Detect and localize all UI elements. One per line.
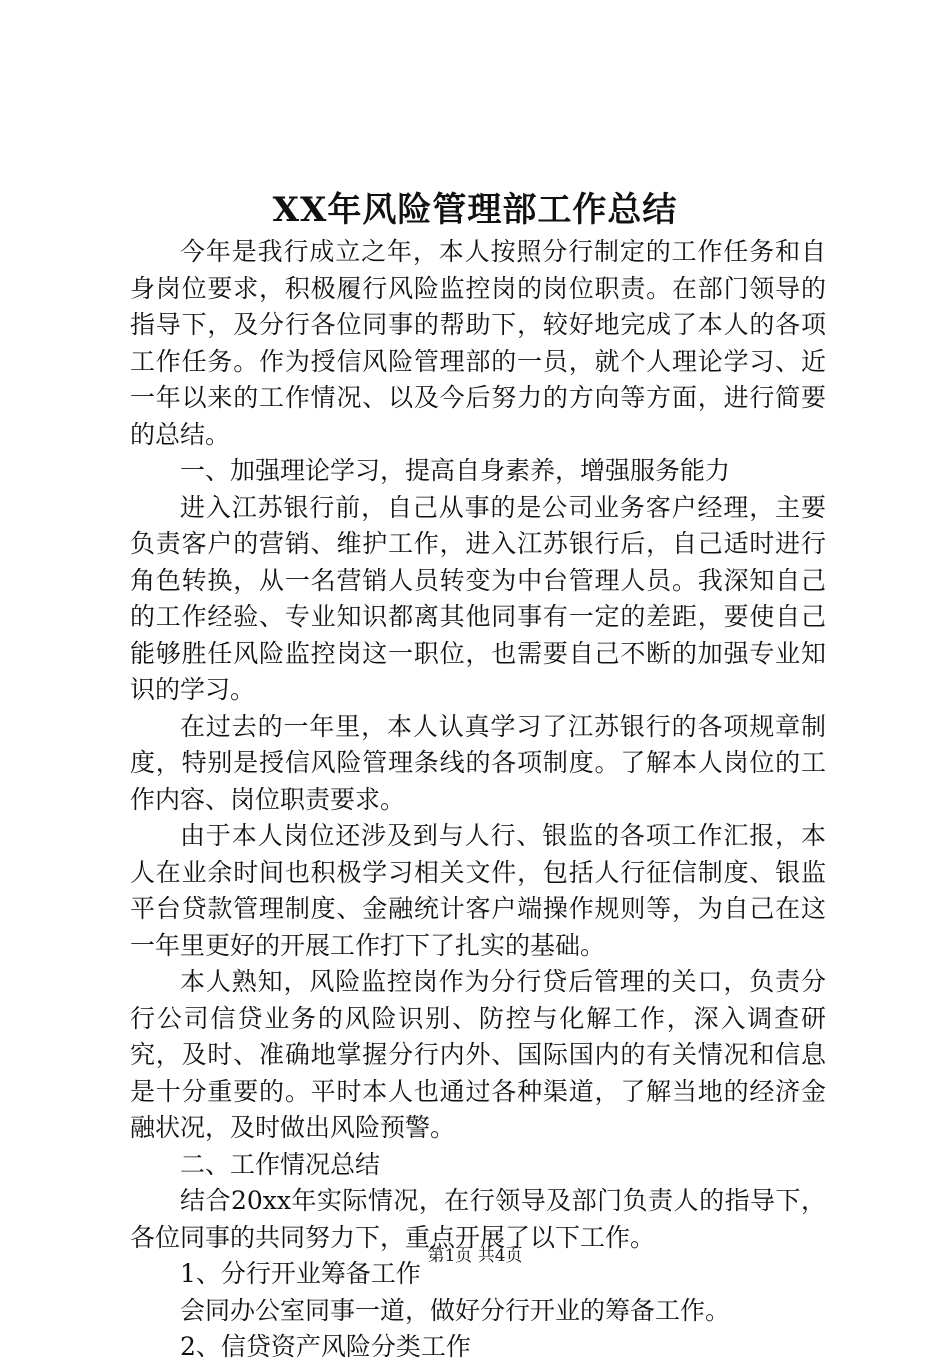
paragraph-intro: 今年是我行成立之年，本人按照分行制定的工作任务和自身岗位要求，积极履行风险监控岗的岗位职责。在部门领导的指导下，及分行各位同事的帮助下，较好地完成了本人的各项工作任务。作为授信风险管理部的一员，就个人理论学习、近一年以来的工作情况、以及今后努力的方向等方面，进行简要的总结。 xyxy=(130,237,826,449)
page-title: XX年风险管理部工作总结 xyxy=(272,190,678,230)
section-heading-1: 一、加强理论学习，提高自身素养，增强服务能力 xyxy=(180,456,731,485)
section-heading-2: 二、工作情况总结 xyxy=(180,1149,381,1179)
page-number: 第1页 xyxy=(427,1246,473,1266)
document-body xyxy=(130,234,826,1366)
page-footer xyxy=(0,1244,950,1268)
paragraph: 进入江苏银行前，自己从事的是公司业务客户经理，主要负责客户的营销、维护工作，进入江苏银行后，自己适时进行角色转换，从一名营销人员转变为中台管理人员。我深知自己的工作经验、专业知识都离其他同事有一定的差距，要使自己能够胜任风险监控岗这一职位，也需要自己不断的加强专业知识的学习。 xyxy=(130,492,826,704)
page-total: 共4页 xyxy=(477,1246,523,1266)
subsection-heading-1: 1、分行开业筹备工作 xyxy=(180,1259,421,1288)
paragraph: 由于本人岗位还涉及到与人行、银监的各项工作汇报，本人在业余时间也积极学习相关文件，包括人行征信制度、银监平台贷款管理制度、金融统计客户端操作规则等，为自己在这一年里更好的开展工作打下了扎实的基础。 xyxy=(130,821,826,960)
paragraph: 会同办公室同事一道，做好分行开业的筹备工作。 xyxy=(180,1295,731,1325)
paragraph: 结合20xx年实际情况，在行领导及部门负责人的指导下，各位同事的共同努力下，重点开展了以下工作。 xyxy=(130,1186,826,1252)
subsection-heading-2: 2、信贷资产风险分类工作 xyxy=(180,1332,471,1361)
paragraph: 本人熟知，风险监控岗作为分行贷后管理的关口，负责分行公司信贷业务的风险识别、防控与化解工作，深入调查研究，及时、准确地掌握分行内外、国际国内的有关情况和信息是十分重要的。平时本人也通过各种渠道，了解当地的经济金融状况，及时做出风险预警。 xyxy=(130,967,826,1142)
paragraph: 在过去的一年里，本人认真学习了江苏银行的各项规章制度，特别是授信风险管理条线的各项制度。了解本人岗位的工作内容、岗位职责要求。 xyxy=(130,711,826,814)
